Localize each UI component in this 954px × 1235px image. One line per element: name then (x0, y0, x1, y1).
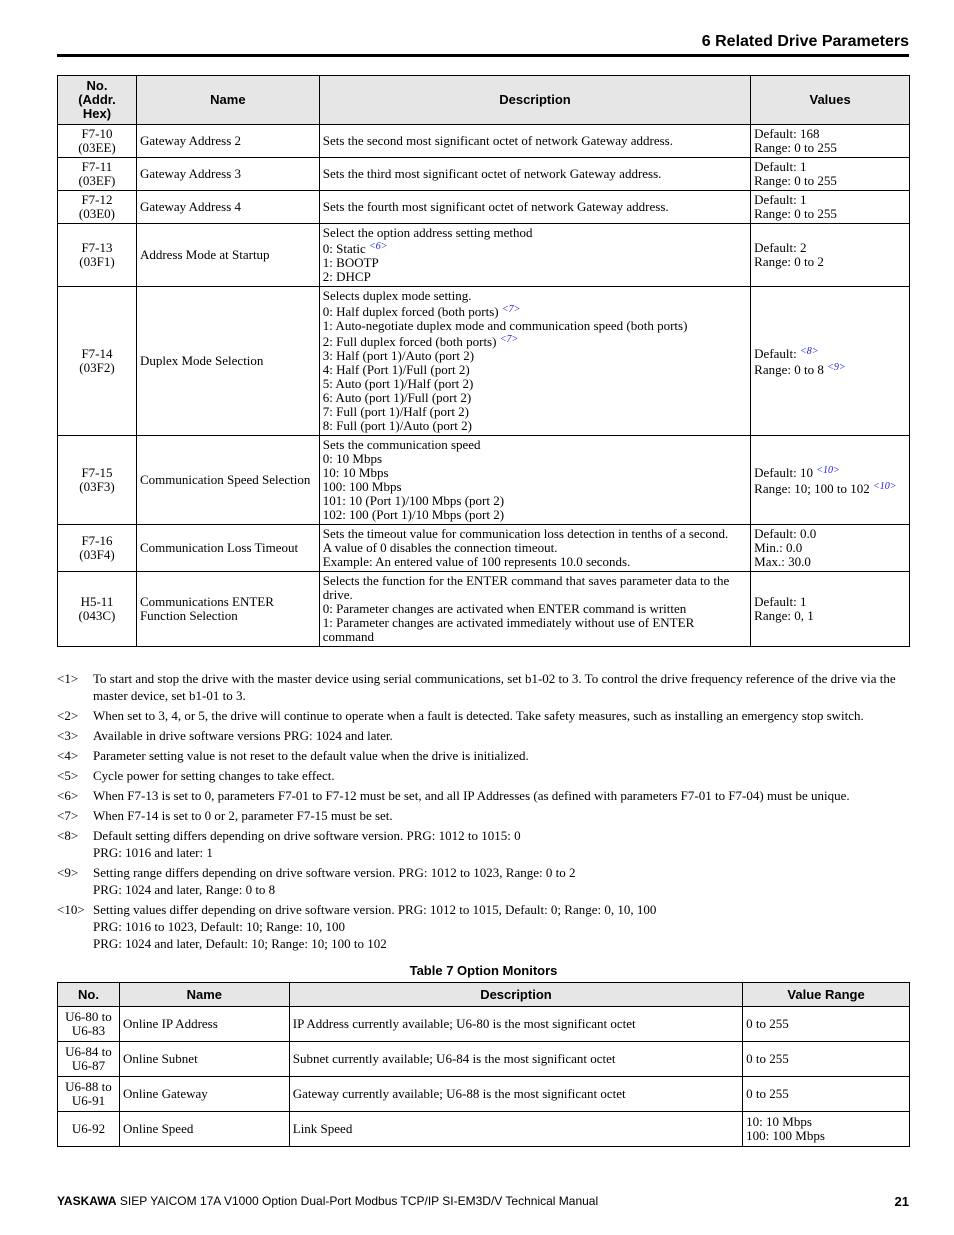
line-text: 1: Auto-negotiate duplex mode and communication speed (both ports) (322, 318, 688, 333)
line-text: Min.: 0.0 (754, 540, 803, 555)
cell-line (754, 555, 906, 569)
parameter-name: Communication Loss Timeout (136, 525, 319, 572)
footnote (57, 707, 910, 724)
footnote-line: Available in drive software versions PRG: 1024 and later. (93, 728, 393, 743)
parameter-values (751, 572, 910, 647)
cell-line (323, 226, 747, 240)
footnote (57, 787, 910, 804)
parameter-name: Gateway Address 4 (136, 191, 319, 224)
option-monitors-table (57, 982, 910, 1147)
cell-line (323, 405, 747, 419)
column-header-value-range: Value Range (743, 983, 910, 1007)
footnote-tag: <6> (57, 788, 79, 803)
line-text: Sets the second most significant octet of network Gateway address. (322, 133, 673, 148)
footnotes (57, 670, 910, 955)
cell-line (323, 167, 747, 181)
monitor-name: Online Subnet (119, 1042, 289, 1077)
monitor-row (58, 1077, 910, 1112)
line-text: A value of 0 disables the connection timeout. (322, 540, 558, 555)
monitor-number (58, 1112, 120, 1147)
footnote-line: Cycle power for setting changes to take effect. (93, 768, 335, 783)
monitor-name: Online Gateway (119, 1077, 289, 1112)
cell-line (323, 419, 747, 433)
parameter-address: (03EE) (78, 140, 116, 155)
footnote-line: PRG: 1024 and later, Default: 10; Range: 10; 100 to 102 (93, 936, 387, 951)
line-text: Default: 1 (754, 594, 807, 609)
value-range-line: 0 to 255 (746, 1086, 789, 1101)
line-text: Example: An entered value of 100 represents 10.0 seconds. (322, 554, 631, 569)
line-text: Default: 2 (754, 240, 807, 255)
monitor-value-range (743, 1007, 910, 1042)
parameter-address: (03F4) (79, 547, 115, 562)
cell-line (754, 609, 906, 623)
line-text: 6: Auto (port 1)/Full (port 2) (322, 390, 472, 405)
footnote-line: When set to 3, 4, or 5, the drive will continue to operate when a fault is detected. Take safety measures, such as installing an emergency stop switch. (93, 708, 864, 723)
footnote-ref: <8> (800, 346, 819, 357)
footnote-ref: <10> (872, 481, 897, 492)
cell-line (323, 494, 747, 508)
line-text: 5: Auto (port 1)/Half (port 2) (322, 376, 474, 391)
parameter-name: Address Mode at Startup (136, 224, 319, 287)
parameter-name: Communication Speed Selection (136, 436, 319, 525)
footnote-line: PRG: 1016 to 1023, Default: 10; Range: 10, 100 (93, 919, 346, 934)
monitor-id-line: U6-92 (71, 1121, 106, 1136)
cell-line (754, 193, 906, 207)
footnote-tag: <2> (57, 708, 79, 723)
footnote-line: To start and stop the drive with the master device using serial communications, set b1-02 to 3. To control the drive frequency reference of the drive via the master device, set b1-01 to 3. (93, 671, 896, 703)
footnote (57, 747, 910, 764)
page-number: 21 (894, 1194, 909, 1209)
cell-line (754, 255, 906, 269)
line-text: 3: Half (port 1)/Auto (port 2) (322, 348, 475, 363)
footnote-text (93, 901, 910, 952)
parameter-address: (03F3) (79, 479, 115, 494)
line-text: 0: 10 Mbps (322, 451, 383, 466)
line-text: 7: Full (port 1)/Half (port 2) (322, 404, 470, 419)
parameter-name: Gateway Address 2 (136, 125, 319, 158)
footnote-line: When F7-13 is set to 0, parameters F7-01 to F7-12 must be set, and all IP Addresses (as defined with parameters F7-01 to F7-04) must be unique. (93, 788, 850, 803)
footnote-ref: <10> (816, 465, 840, 476)
line-text: Range: 0 to 2 (754, 254, 824, 269)
footnote-text (93, 787, 910, 804)
parameter-description (319, 224, 750, 287)
parameter-number (58, 158, 137, 191)
monitor-id-line: U6-88 to (65, 1079, 112, 1094)
line-text: Range: 0, 1 (754, 608, 814, 623)
parameter-number (58, 287, 137, 436)
monitor-id-line: U6-87 (71, 1058, 106, 1073)
cell-line (323, 319, 747, 333)
cell-line (323, 256, 747, 270)
cell-line (323, 240, 747, 256)
line-text: 2: DHCP (322, 269, 371, 284)
cell-line (323, 363, 747, 377)
cell-line (323, 134, 747, 148)
line-text: 0: Parameter changes are activated when ENTER command is written (322, 601, 687, 616)
parameter-row (58, 287, 910, 436)
monitors-header-row (58, 983, 910, 1007)
footnote-line: Default setting differs depending on drive software version. PRG: 1012 to 1015: 0 (93, 828, 521, 843)
footnote (57, 807, 910, 824)
footnote-tag: <7> (57, 808, 79, 823)
monitor-name: Online Speed (119, 1112, 289, 1147)
line-text: 2: Full duplex forced (both ports) (322, 334, 497, 349)
cell-line (323, 333, 747, 349)
column-header-no: No. (58, 983, 120, 1007)
line-text: Default: 168 (754, 126, 820, 141)
footnote-tag: <5> (57, 768, 79, 783)
line-text: Range: 10; 100 to 102 (754, 481, 870, 496)
line-text: Range: 0 to 255 (754, 206, 837, 221)
parameter-description (319, 287, 750, 436)
manual-title (57, 1194, 598, 1209)
monitor-description: IP Address currently available; U6-80 is the most significant octet (289, 1007, 742, 1042)
table-caption: Table 7 Option Monitors (409, 963, 558, 978)
parameter-name: Communications ENTER Function Selection (136, 572, 319, 647)
cell-line (323, 289, 747, 303)
line-text: 100: 100 Mbps (322, 479, 402, 494)
monitor-name: Online IP Address (119, 1007, 289, 1042)
cell-line (754, 160, 906, 174)
cell-line (323, 574, 747, 602)
parameter-number (58, 224, 137, 287)
parameter-row (58, 191, 910, 224)
cell-line (323, 270, 747, 284)
monitor-value-range (743, 1112, 910, 1147)
monitor-description: Gateway currently available; U6-88 is the most significant octet (289, 1077, 742, 1112)
monitor-value-range (743, 1042, 910, 1077)
line-text: 101: 10 (Port 1)/100 Mbps (port 2) (322, 493, 505, 508)
cell-line (754, 361, 906, 377)
brand-name: YASKAWA (57, 1194, 117, 1208)
line-text: 4: Half (Port 1)/Full (port 2) (322, 362, 470, 377)
parameter-id: F7-16 (81, 533, 113, 548)
parameter-number (58, 436, 137, 525)
parameter-description (319, 572, 750, 647)
parameter-row (58, 158, 910, 191)
section-title: 6 Related Drive Parameters (701, 33, 909, 50)
footnote (57, 670, 910, 704)
parameter-values (751, 191, 910, 224)
footnote-text (93, 807, 910, 824)
monitor-id-line: U6-83 (71, 1023, 106, 1038)
parameters-table (57, 75, 910, 647)
column-header-name: Name (119, 983, 289, 1007)
line-text: Default: (754, 346, 801, 361)
cell-line (323, 452, 747, 466)
line-text: Range: 0 to 8 (754, 362, 824, 377)
monitor-row (58, 1007, 910, 1042)
parameter-name: Duplex Mode Selection (136, 287, 319, 436)
cell-line (323, 377, 747, 391)
monitor-description: Link Speed (289, 1112, 742, 1147)
parameter-description (319, 525, 750, 572)
parameter-id: F7-12 (81, 192, 113, 207)
parameter-id: F7-13 (81, 240, 113, 255)
parameter-address: (03E0) (78, 206, 116, 221)
parameter-row (58, 436, 910, 525)
parameter-number (58, 525, 137, 572)
footnote-line: Setting range differs depending on drive software version. PRG: 1012 to 1023, Range: 0 to 2 (93, 865, 576, 880)
cell-line (754, 541, 906, 555)
monitor-id-line: U6-80 to (65, 1009, 112, 1024)
parameter-description (319, 436, 750, 525)
line-text: Select the option address setting method (322, 225, 533, 240)
monitor-number (58, 1042, 120, 1077)
parameter-values (751, 224, 910, 287)
parameter-id: H5-11 (80, 594, 114, 609)
monitor-row (58, 1112, 910, 1147)
footnote-text (93, 767, 910, 784)
cell-line (323, 602, 747, 616)
line-text: Sets the communication speed (322, 437, 481, 452)
cell-line (754, 174, 906, 188)
value-range-line: 0 to 255 (746, 1016, 789, 1031)
footnote-ref: <9> (827, 362, 846, 373)
footnote-tag: <8> (57, 828, 79, 843)
monitor-value-range (743, 1077, 910, 1112)
line-text: Sets the timeout value for communication loss detection in tenths of a second. (322, 526, 729, 541)
cell-line (754, 480, 906, 496)
footnote-line: When F7-14 is set to 0 or 2, parameter F7-15 must be set. (93, 808, 393, 823)
cell-line (323, 466, 747, 480)
column-header-values: Values (751, 76, 910, 125)
parameter-number (58, 125, 137, 158)
monitor-number (58, 1007, 120, 1042)
column-header-description: Description (319, 76, 750, 125)
line-text: 1: BOOTP (322, 255, 379, 270)
footnote-text (93, 707, 910, 724)
line-text: Max.: 30.0 (754, 554, 811, 569)
footnote (57, 767, 910, 784)
parameter-values (751, 287, 910, 436)
parameter-number (58, 572, 137, 647)
line-text: Sets the fourth most significant octet of network Gateway address. (322, 199, 669, 214)
parameter-values (751, 125, 910, 158)
monitor-id-line: U6-91 (71, 1093, 106, 1108)
footnote-tag: <4> (57, 748, 79, 763)
footnote (57, 727, 910, 744)
value-range-line: 10: 10 Mbps (746, 1114, 812, 1129)
parameter-row (58, 125, 910, 158)
line-text: Default: 1 (754, 192, 807, 207)
footnote (57, 864, 910, 898)
monitor-row (58, 1042, 910, 1077)
footnote-ref: <7> (501, 304, 521, 315)
cell-line (323, 555, 747, 569)
parameters-header-row (58, 76, 910, 125)
cell-line (754, 241, 906, 255)
footnote-line: PRG: 1024 and later, Range: 0 to 8 (93, 882, 276, 897)
line-text: Default: 0.0 (754, 526, 817, 541)
manual-name: SIEP YAICOM 17A V1000 Option Dual-Port Modbus TCP/IP SI-EM3D/V Technical Manual (116, 1194, 599, 1208)
value-range-line: 0 to 255 (746, 1051, 789, 1066)
parameter-id: F7-10 (81, 126, 113, 141)
footnote-line: Setting values differ depending on drive software version. PRG: 1012 to 1015, Default: 0; Range: 0, 10, 100 (93, 902, 657, 917)
footnote-tag: <3> (57, 728, 79, 743)
cell-line (754, 207, 906, 221)
footnote-text (93, 864, 910, 898)
cell-line (323, 541, 747, 555)
cell-line (323, 480, 747, 494)
parameter-address: (03EF) (78, 173, 116, 188)
parameter-id: F7-11 (81, 159, 113, 174)
cell-line (754, 595, 906, 609)
parameter-values (751, 436, 910, 525)
line-text: 10: 10 Mbps (322, 465, 389, 480)
parameter-description (319, 158, 750, 191)
footnote-tag: <9> (57, 865, 79, 880)
parameter-row (58, 224, 910, 287)
cell-line (754, 464, 906, 480)
cell-line (754, 345, 906, 361)
monitor-id-line: U6-84 to (65, 1044, 112, 1059)
cell-line (754, 141, 906, 155)
footnote-ref: <7> (499, 334, 519, 345)
footnote-ref: <6> (369, 241, 388, 252)
cell-line (323, 438, 747, 452)
line-text: Range: 0 to 255 (754, 140, 837, 155)
parameter-values (751, 525, 910, 572)
parameter-description (319, 125, 750, 158)
line-text: 8: Full (port 1)/Auto (port 2) (322, 418, 472, 433)
cell-line (323, 200, 747, 214)
line-text: 0: Half duplex forced (both ports) (322, 304, 499, 319)
value-range-line: 100: 100 Mbps (746, 1128, 825, 1143)
parameter-address: (03F2) (79, 360, 115, 375)
parameter-id: F7-15 (81, 465, 113, 480)
footnote (57, 827, 910, 861)
footnote (57, 901, 910, 952)
footnote-tag: <1> (57, 671, 79, 686)
cell-line (323, 616, 747, 644)
page-footer (57, 1194, 909, 1209)
parameter-values (751, 158, 910, 191)
footnote-text (93, 670, 910, 704)
monitor-number (58, 1077, 120, 1112)
line-text: Selects duplex mode setting. (322, 288, 472, 303)
line-text: 0: Static (322, 241, 366, 256)
line-text: Selects the function for the ENTER command that saves parameter data to the drive. (322, 573, 730, 602)
parameter-row (58, 572, 910, 647)
line-text: Default: 1 (754, 159, 807, 174)
cell-line (323, 527, 747, 541)
line-text: Sets the third most significant octet of network Gateway address. (322, 166, 662, 181)
line-text: Range: 0 to 255 (754, 173, 837, 188)
column-header-name: Name (136, 76, 319, 125)
line-text: 1: Parameter changes are activated immediately without use of ENTER command (322, 615, 695, 644)
cell-line (323, 349, 747, 363)
footnote-text (93, 727, 910, 744)
footnote-line: PRG: 1016 and later: 1 (93, 845, 213, 860)
header-divider (57, 54, 909, 57)
column-header-description: Description (289, 983, 742, 1007)
footnote-text (93, 747, 910, 764)
parameter-number (58, 191, 137, 224)
footnote-text (93, 827, 910, 861)
line-text: Default: 10 (754, 465, 814, 480)
cell-line (754, 527, 906, 541)
cell-line (754, 127, 906, 141)
footnote-tag: <10> (57, 902, 85, 917)
parameter-row (58, 525, 910, 572)
column-header-no: No. (Addr. Hex) (58, 76, 137, 125)
parameter-address: (03F1) (79, 254, 115, 269)
parameter-name: Gateway Address 3 (136, 158, 319, 191)
line-text: 102: 100 (Port 1)/10 Mbps (port 2) (322, 507, 505, 522)
cell-line (323, 508, 747, 522)
parameter-address: (043C) (78, 608, 116, 623)
monitor-description: Subnet currently available; U6-84 is the most significant octet (289, 1042, 742, 1077)
cell-line (323, 391, 747, 405)
parameter-id: F7-14 (81, 346, 113, 361)
footnote-line: Parameter setting value is not reset to the default value when the drive is initialized. (93, 748, 529, 763)
cell-line (323, 303, 747, 319)
parameter-description (319, 191, 750, 224)
